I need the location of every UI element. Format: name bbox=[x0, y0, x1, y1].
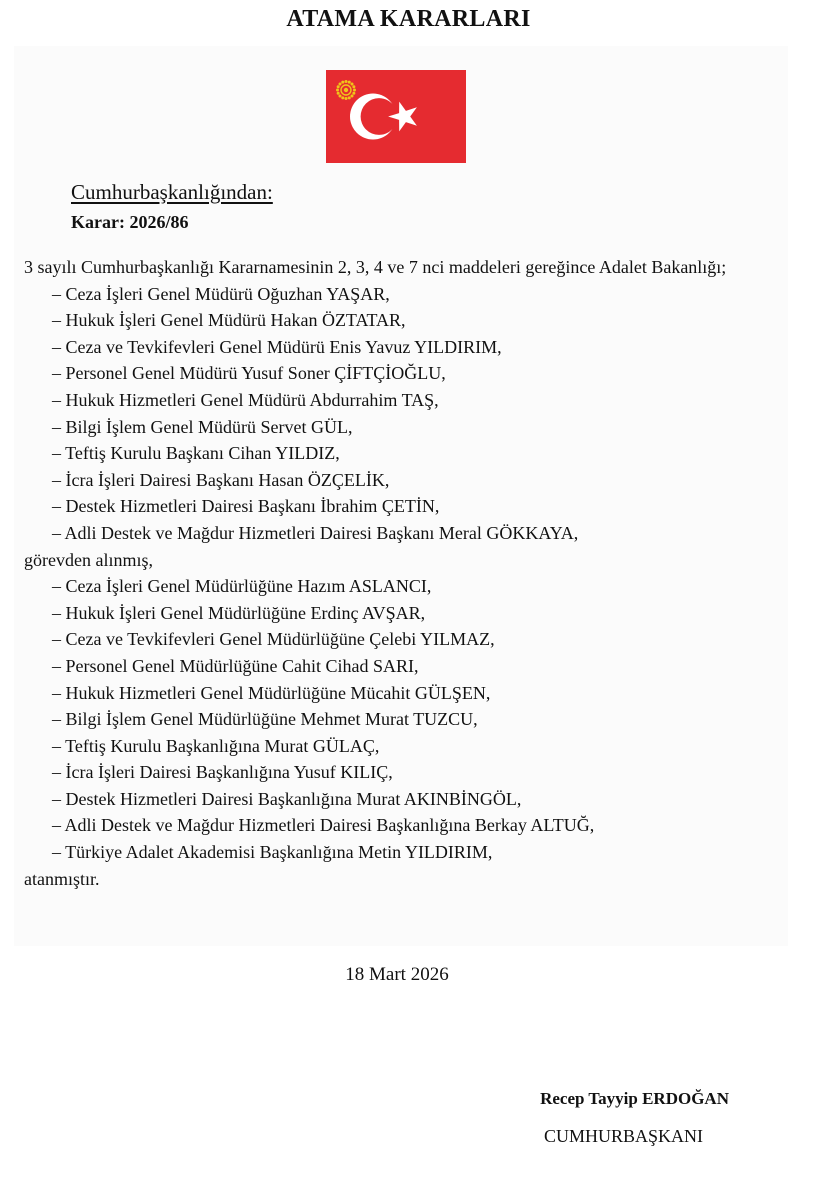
list-item: – Hukuk Hizmetleri Genel Müdürü Abdurrahim TAŞ, bbox=[52, 389, 439, 410]
list-item: – İcra İşleri Dairesi Başkanlığına Yusuf KILIÇ, bbox=[52, 762, 393, 783]
dismissed-suffix: görevden alınmış, bbox=[24, 549, 153, 570]
seal-star bbox=[338, 82, 341, 85]
turkish-flag-image bbox=[326, 70, 466, 163]
issuer-heading: Cumhurbaşkanlığından: bbox=[71, 180, 273, 204]
seal-star bbox=[345, 97, 348, 100]
appointed-suffix: atanmıştır. bbox=[24, 868, 100, 889]
seal-star bbox=[348, 96, 351, 99]
list-item: – Ceza İşleri Genel Müdürlüğüne Hazım ASLANCI, bbox=[52, 576, 432, 597]
seal-star bbox=[351, 95, 354, 98]
intro-paragraph: 3 sayılı Cumhurbaşkanlığı Kararnamesinin 2, 3, 4 ve 7 nci maddeleri gereğince Adalet Bakanlığı; bbox=[24, 257, 727, 277]
appointed-list bbox=[24, 573, 772, 866]
list-item: – Hukuk Hizmetleri Genel Müdürlüğüne Mücahit GÜLŞEN, bbox=[52, 682, 491, 703]
list-item: – Adli Destek ve Mağdur Hizmetleri Dairesi Başkanı Meral GÖKKAYA, bbox=[52, 522, 579, 543]
decision-body bbox=[24, 254, 772, 892]
list-item: – Destek Hizmetleri Dairesi Başkanı İbrahim ÇETİN, bbox=[52, 496, 440, 517]
seal-star bbox=[345, 80, 348, 83]
seal-star bbox=[351, 82, 354, 85]
presidential-seal bbox=[336, 80, 356, 100]
list-item: – Ceza İşleri Genel Müdürü Oğuzhan YAŞAR, bbox=[52, 283, 390, 304]
seal-star bbox=[352, 92, 355, 95]
seal-star bbox=[341, 96, 344, 99]
seal-star bbox=[338, 95, 341, 98]
list-item: – Adli Destek ve Mağdur Hizmetleri Dairesi Başkanlığına Berkay ALTUĞ, bbox=[52, 815, 595, 836]
seal-star bbox=[348, 81, 351, 84]
seal-star bbox=[337, 85, 340, 88]
list-item: – Hukuk İşleri Genel Müdürlüğüne Erdinç AVŞAR, bbox=[52, 602, 426, 623]
seal-star bbox=[352, 85, 355, 88]
list-item: – Türkiye Adalet Akademisi Başkanlığına Metin YILDIRIM, bbox=[52, 842, 493, 863]
decision-number: Karar: 2026/86 bbox=[71, 212, 189, 232]
list-item: – Personel Genel Müdürü Yusuf Soner ÇİFTÇİOĞLU, bbox=[52, 363, 446, 384]
decision-date: 18 Mart 2026 bbox=[345, 964, 449, 985]
list-item: – Bilgi İşlem Genel Müdürlüğüne Mehmet Murat TUZCU, bbox=[52, 709, 478, 730]
list-item: – Hukuk İşleri Genel Müdürü Hakan ÖZTATAR, bbox=[52, 310, 406, 331]
seal-star bbox=[337, 92, 340, 95]
list-item: – Ceza ve Tevkifevleri Genel Müdürlüğüne Çelebi YILMAZ, bbox=[52, 629, 495, 650]
seal-star bbox=[336, 89, 339, 92]
list-item: – Ceza ve Tevkifevleri Genel Müdürü Enis Yavuz YILDIRIM, bbox=[52, 336, 502, 357]
list-item: – İcra İşleri Dairesi Başkanı Hasan ÖZÇELİK, bbox=[52, 469, 390, 490]
signatory-title: CUMHURBAŞKANI bbox=[543, 1126, 703, 1146]
dismissed-list bbox=[24, 281, 772, 547]
signatory-name: Recep Tayyip ERDOĞAN bbox=[540, 1089, 729, 1108]
list-item: – Bilgi İşlem Genel Müdürü Servet GÜL, bbox=[52, 416, 353, 437]
seal-star bbox=[353, 89, 356, 92]
list-item: – Teftiş Kurulu Başkanlığına Murat GÜLAÇ, bbox=[52, 735, 380, 756]
list-item: – Personel Genel Müdürlüğüne Cahit Cihad SARI, bbox=[52, 655, 419, 676]
page-title: ATAMA KARARLARI bbox=[286, 6, 531, 32]
list-item: – Teftiş Kurulu Başkanı Cihan YILDIZ, bbox=[52, 443, 340, 464]
seal-star bbox=[341, 81, 344, 84]
list-item: – Destek Hizmetleri Dairesi Başkanlığına Murat AKINBİNGÖL, bbox=[52, 788, 522, 809]
seal-core bbox=[344, 88, 348, 92]
